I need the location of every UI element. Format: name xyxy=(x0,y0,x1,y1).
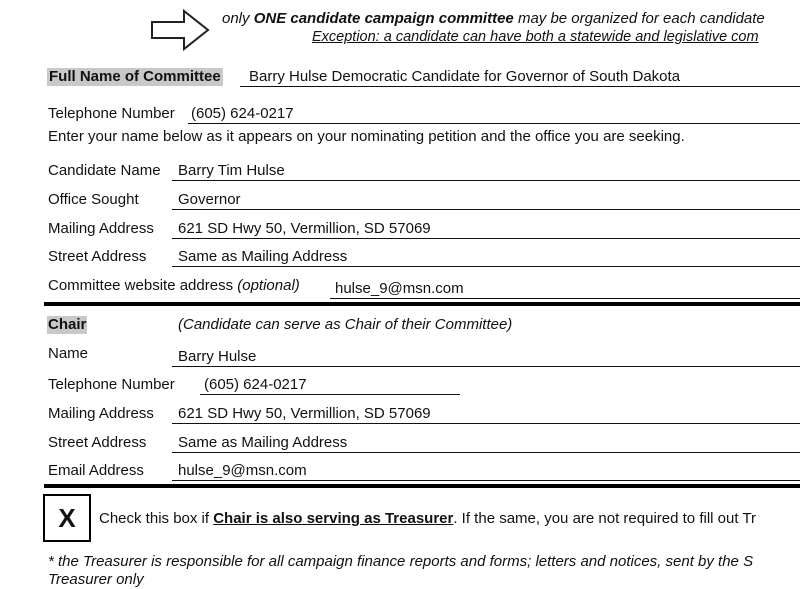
chair-is-treasurer-checkbox[interactable] xyxy=(43,494,91,542)
website-value[interactable]: hulse_9@msn.com xyxy=(335,280,464,297)
website-optional: (optional) xyxy=(237,277,300,294)
website-underline xyxy=(330,298,800,299)
chair-email-underline xyxy=(172,480,800,481)
office-sought-label: Office Sought xyxy=(48,191,139,208)
committee-telephone-label: Telephone Number xyxy=(48,105,175,122)
website-label: Committee website address xyxy=(48,277,234,294)
office-sought-underline xyxy=(172,209,800,210)
treasurer-check-text xyxy=(99,510,756,528)
office-sought-value[interactable]: Governor xyxy=(178,191,241,208)
section-divider-2 xyxy=(44,484,800,488)
committee-name-label: Full Name of Committee xyxy=(49,68,221,85)
chair-street-value[interactable]: Same as Mailing Address xyxy=(178,434,348,451)
notice-suffix: may be organized for each candidate xyxy=(517,10,765,27)
committee-telephone-value[interactable]: (605) 624-0217 xyxy=(191,105,294,122)
right-arrow-icon xyxy=(148,8,212,52)
candidate-name-underline xyxy=(172,180,800,181)
chair-telephone-value[interactable]: (605) 624-0217 xyxy=(204,376,307,393)
notice-bold: ONE candidate campaign committee xyxy=(253,10,514,27)
candidate-mailing-value[interactable]: 621 SD Hwy 50, Vermillion, SD 57069 xyxy=(178,220,431,237)
notice-exception: Exception: a candidate can have both a statewide and legislative com xyxy=(312,29,759,45)
committee-name-value[interactable]: Barry Hulse Democratic Candidate for Governor of South Dakota xyxy=(249,68,681,85)
chair-name-label: Name xyxy=(48,345,89,362)
chair-mailing-underline xyxy=(172,423,800,424)
chair-note: (Candidate can serve as Chair of their Committee) xyxy=(178,316,513,333)
chair-name-value[interactable]: Barry Hulse xyxy=(178,348,257,365)
chair-heading: Chair xyxy=(48,316,87,333)
chair-email-label: Email Address xyxy=(48,462,144,479)
checkbox-mark: X xyxy=(58,502,76,533)
candidate-mailing-label: Mailing Address xyxy=(48,220,154,237)
candidate-street-underline xyxy=(172,266,800,267)
treasurer-check-prefix: Check this box if xyxy=(99,510,210,527)
footnote-line2: Treasurer only xyxy=(48,571,144,588)
chair-name-underline xyxy=(172,366,800,367)
website-label-line xyxy=(48,277,300,295)
footnote-line1: * the Treasurer is responsible for all campaign finance reports and forms; letters and notices, sent by the S xyxy=(48,553,754,570)
chair-mailing-label: Mailing Address xyxy=(48,405,154,422)
treasurer-check-bold: Chair is also serving as Treasurer xyxy=(213,510,454,527)
candidate-name-label: Candidate Name xyxy=(48,162,161,179)
candidate-mailing-underline xyxy=(172,238,800,239)
notice-prefix: only xyxy=(222,10,250,27)
notice-line xyxy=(222,10,765,27)
chair-street-underline xyxy=(172,452,800,453)
committee-telephone-underline xyxy=(188,123,800,124)
committee-name-underline xyxy=(240,86,800,87)
chair-telephone-underline xyxy=(200,394,460,395)
candidate-street-value[interactable]: Same as Mailing Address xyxy=(178,248,348,265)
instruction-text: Enter your name below as it appears on your nominating petition and the office you are seeking. xyxy=(48,128,685,145)
chair-mailing-value[interactable]: 621 SD Hwy 50, Vermillion, SD 57069 xyxy=(178,405,431,422)
candidate-name-value[interactable]: Barry Tim Hulse xyxy=(178,162,285,179)
treasurer-check-suffix: . If the same, you are not required to fill out Tr xyxy=(453,510,756,527)
chair-street-label: Street Address xyxy=(48,434,147,451)
chair-email-value[interactable]: hulse_9@msn.com xyxy=(178,462,307,479)
chair-telephone-label: Telephone Number xyxy=(48,376,175,393)
candidate-street-label: Street Address xyxy=(48,248,147,265)
section-divider xyxy=(44,302,800,306)
